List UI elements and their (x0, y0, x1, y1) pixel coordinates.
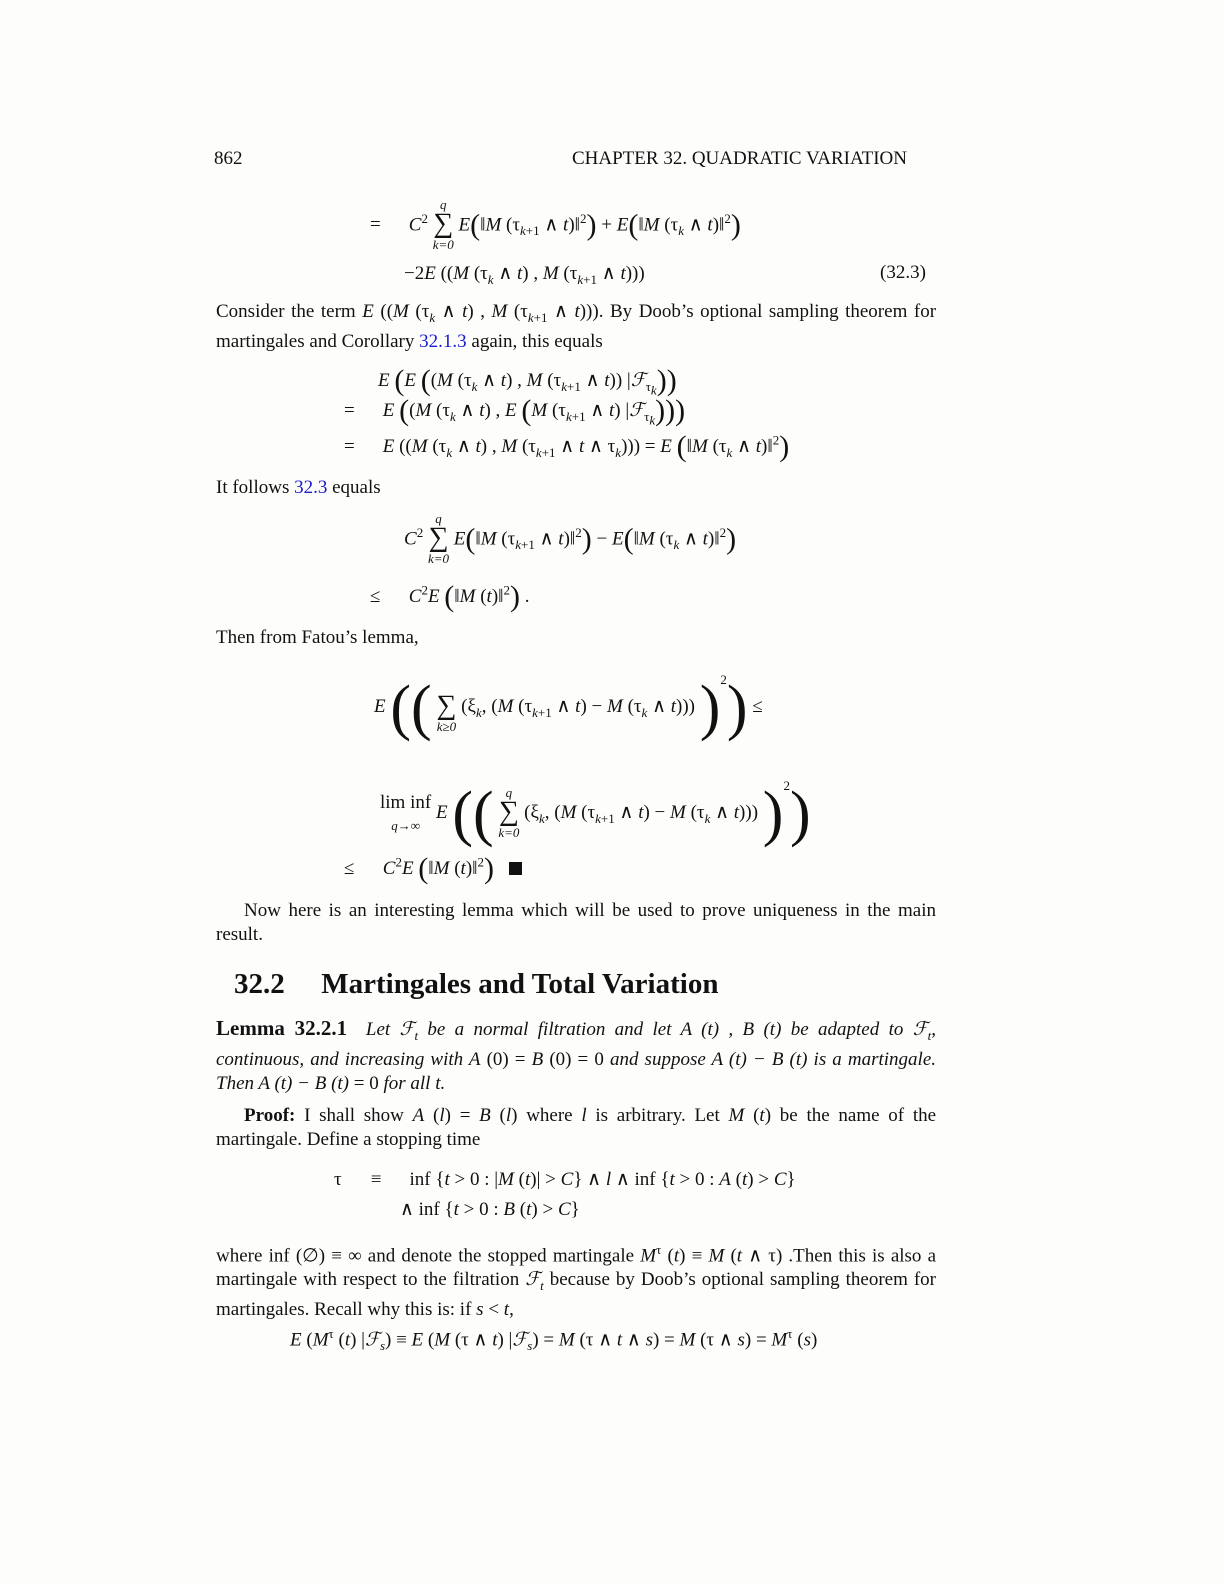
running-title: CHAPTER 32. QUADRATIC VARIATION (572, 148, 907, 169)
stopping-time-line1: τ ≡ inf {t > 0 : |M (t)| > C} ∧ l ∧ inf {t > 0 : A (t) > C} (334, 1169, 796, 1190)
section-title: Martingales and Total Variation (321, 968, 719, 1000)
qed-square-icon (509, 862, 522, 875)
fatou-paragraph: Then from Fatou’s lemma, (216, 627, 419, 648)
corollary-link[interactable]: 32.1.3 (419, 330, 467, 352)
doob-equation-line1: E (E ((M ($\tau_k$ ∧ t) , M ($\tau_{k+1}$ ∧ t)) |ℱ$_{\tau_k}$)) (378, 364, 677, 398)
fatou-equation-line2: lim inf q→∞ E (( q ∑ k=0 ($\xi_k$, (M ($\tau_{k+1}$ ∧ t) − M ($\tau_k$ ∧ t))) )$^2$) (380, 778, 811, 848)
page-number: 862 (214, 148, 243, 169)
doob-equation-line2: = E ((M ($\tau_k$ ∧ t) , E (M ($\tau_{k+1}$ ∧ t) |ℱ$_{\tau_k}$))) (344, 394, 686, 428)
stopped-martingale-paragraph: where inf (∅) ≡ ∞ and denote the stopped martingale $M^\tau$ (t) ≡ M (t ∧ τ) .Then this is also a martingale with respect to the filtration ℱ$_t$ because by Doob’s optional sampling theorem for martingales. Recall why this is: if s < t, (216, 1242, 937, 1321)
lemma-label: Lemma 32.2.1 (216, 1016, 348, 1040)
lemma-intro-paragraph: Now here is an interesting lemma which will be used to prove uniqueness in the main result. (216, 900, 936, 945)
doob-equation-line3: = E ((M ($\tau_k$ ∧ t) , M ($\tau_{k+1}$ ∧ t ∧ $\tau_k))) = E$ (‖M ($\tau_k$ ∧ t)‖$^2$) (344, 430, 790, 463)
section-heading (234, 968, 718, 1001)
bound-equation-line1: $C^2$ q ∑ k=0 E(‖M ($\tau_{k+1}$ ∧ t)‖$^2$) − E(‖M ($\tau_k$ ∧ t)‖$^2$) (404, 511, 737, 566)
equation-link[interactable]: 32.3 (294, 477, 328, 498)
fatou-equation-line3: ≤ $C^2E$ (‖M (t)‖$^2$) (344, 852, 522, 886)
lemma-statement: Lemma 32.2.1 Let ℱ$_t$ be a normal filtration and let A (t) , B (t) be adapted to ℱ$_t$, continuous, and increasing with A (0) = B (0) = 0 and suppose A (t) − B (t) is a martingale. Then A (t) − B (t) = 0 for all t. (216, 1016, 937, 1094)
equation-32-3-line2: −2E ((M ($\tau_k$ ∧ t) , M ($\tau_{k+1}$ ∧ t))) (404, 263, 645, 287)
consider-paragraph: Consider the term E ((M ($\tau_k$ ∧ t) , M ($\tau_{k+1}$ ∧ t))). By Doob’s optional sampling theorem for martingales and Corollary 32.1.3 again, this equals (216, 301, 937, 352)
proof-paragraph: Proof: I shall show A (l) = B (l) where l is arbitrary. Let M (t) be the name of the martingale. Define a stopping time (216, 1105, 937, 1150)
fatou-equation-line1: E (( ∑ k≥0 ($\xi_k$, (M ($\tau_{k+1}$ ∧ t) − M ($\tau_k$ ∧ t))) )$^2$) ≤ (374, 672, 763, 742)
stopped-martingale-equation: E ($M^\tau$ (t) |ℱ$_s$) ≡ E (M (τ ∧ t) |ℱ$_s$) = M (τ ∧ t ∧ s) = M (τ ∧ $s) = M^\tau$ (s) (290, 1326, 818, 1354)
equation-number: (32.3) (880, 262, 926, 283)
proof-label: Proof: (244, 1105, 296, 1126)
bound-equation-line2: ≤ $C^2E$ (‖M (t)‖$^2$) . (370, 580, 530, 613)
stopping-time-line2: ∧ inf {t > 0 : B (t) > C} (400, 1199, 580, 1220)
follows-paragraph: It follows 32.3 equals (216, 477, 381, 498)
section-number: 32.2 (234, 968, 285, 1000)
equation-32-3-line1: = $C^2$ q ∑ k=0 E(‖M ($\tau_{k+1}$ ∧ t)‖$^2$) + E(‖M ($\tau_k$ ∧ t)‖$^2$) (370, 197, 741, 252)
